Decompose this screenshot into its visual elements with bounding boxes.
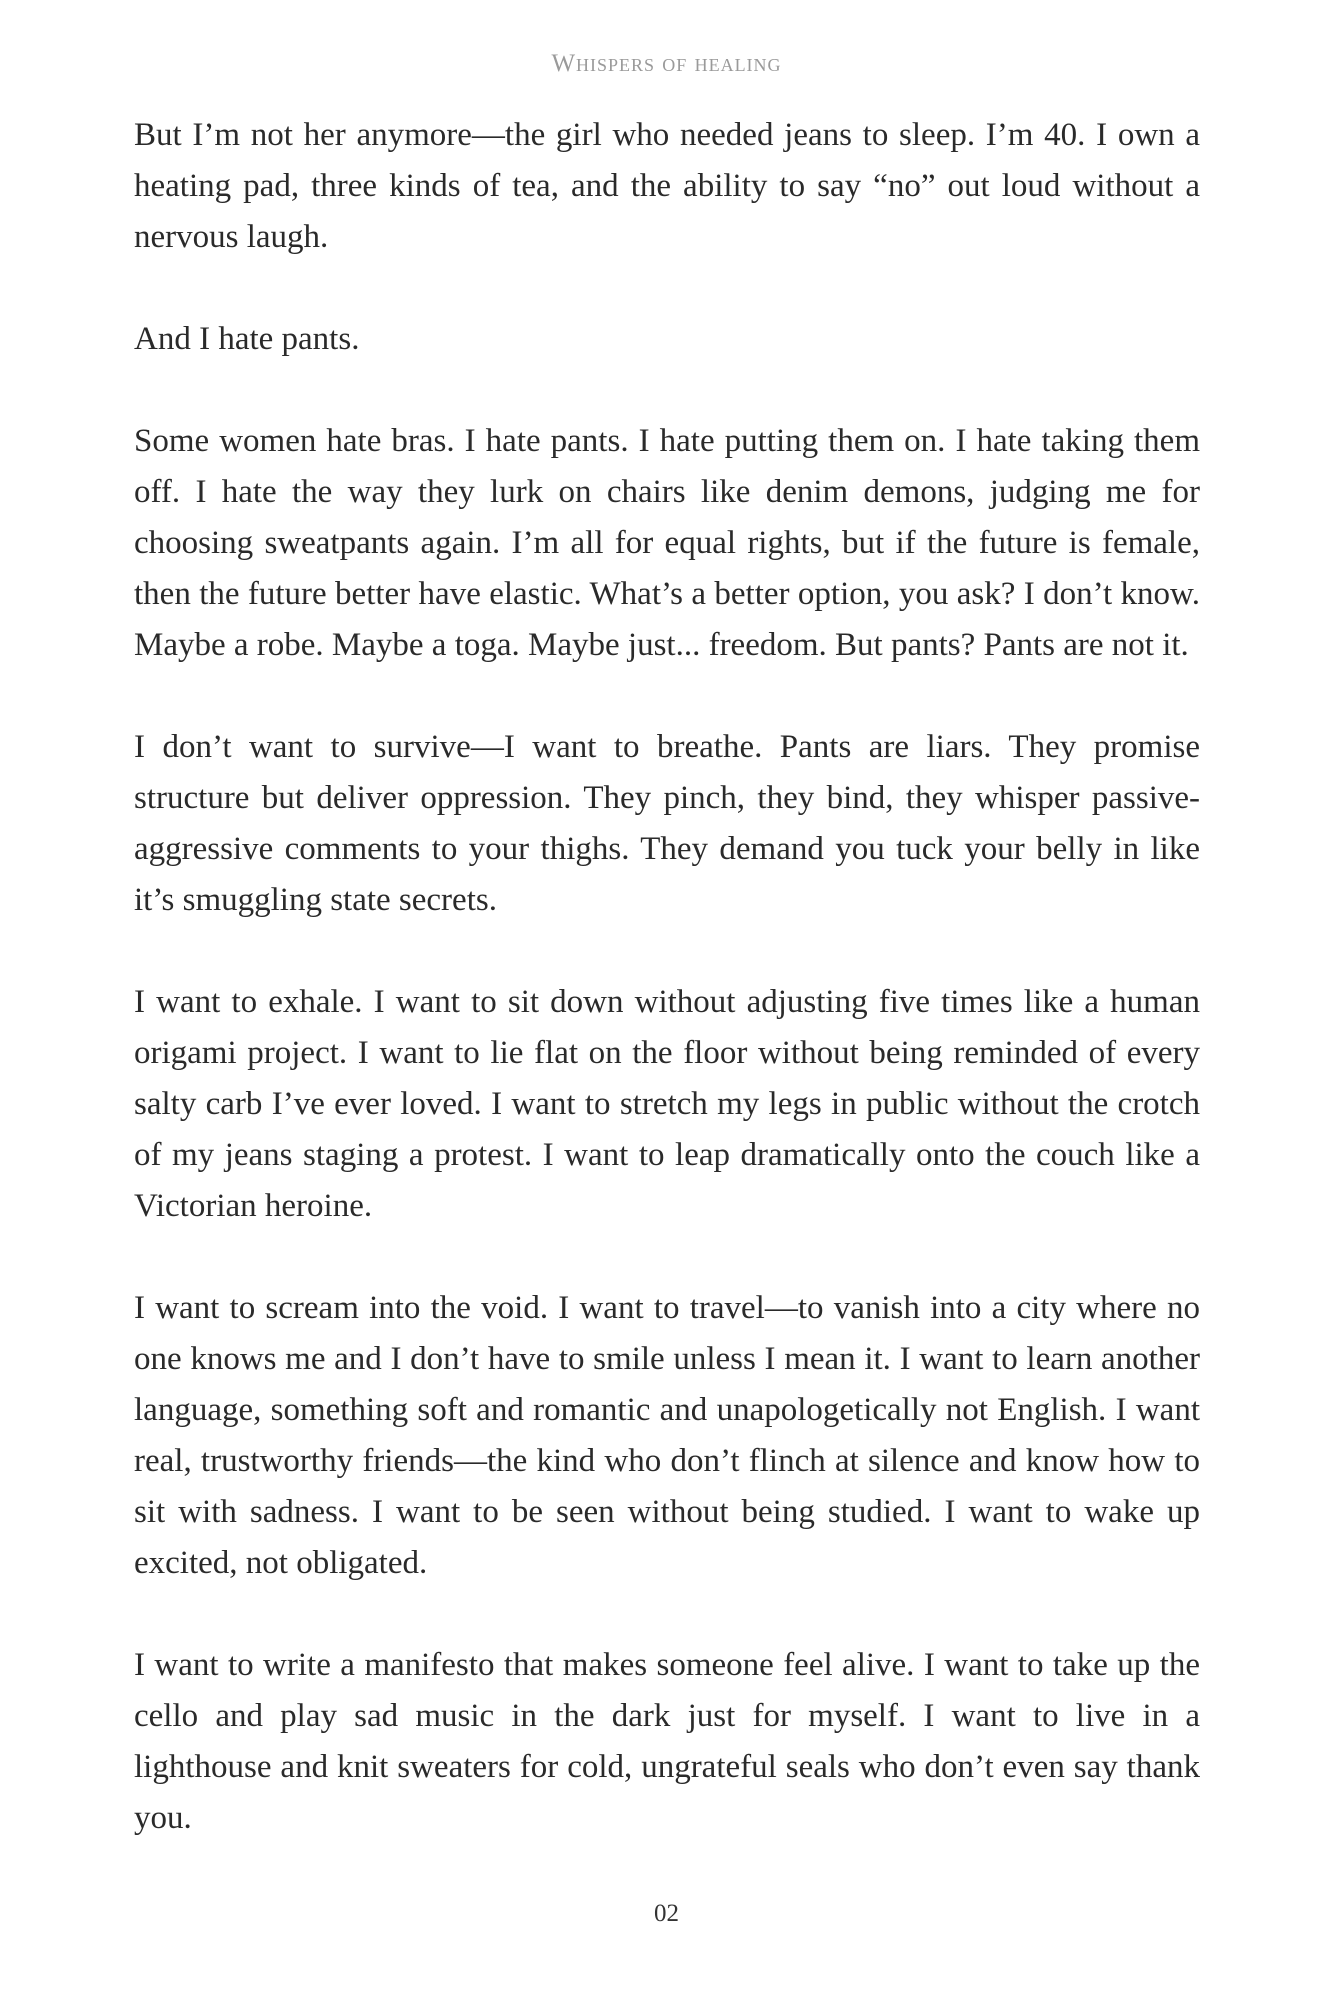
paragraph: And I hate pants. [134, 321, 360, 357]
body-text [134, 110, 1200, 1844]
paragraph: I want to write a manifesto that makes someone feel alive. I want to take up the cello and play sad music in the dark just for myself. I want to live in a lighthouse and knit sweaters for cold, ungrateful seals who don’t even say thank you. [134, 1647, 1200, 1836]
paragraph: But I’m not her anymore—the girl who needed jeans to sleep. I’m 40. I own a heating pad, three kinds of tea, and the ability to say “no” out loud without a nervous laugh. [134, 117, 1200, 255]
running-header-title: Whispers of healing [551, 50, 782, 77]
paragraph: Some women hate bras. I hate pants. I hate putting them on. I hate taking them off. I hate the way they lurk on chairs like denim demons, judging me for choosing sweatpants again. I’m all for equal rights, but if the future is female, then the future better have elastic. What’s a better option, you ask? I don’t know. Maybe a robe. Maybe a toga. Maybe just... freedom. But pants? Pants are not it. [134, 423, 1200, 663]
paragraph: I want to scream into the void. I want to travel—to vanish into a city where no one knows me and I don’t have to smile unless I mean it. I want to learn another language, something soft and romantic and unapologetically not English. I want real, trustworthy friends—the kind who don’t flinch at silence and know how to sit with sadness. I want to be seen without being studied. I want to wake up excited, not obligated. [134, 1290, 1200, 1581]
paragraph: I don’t want to survive—I want to breathe. Pants are liars. They promise structure but deliver oppression. They pinch, they bind, they whisper passive-aggressive comments to your thighs. They demand you tuck your belly in like it’s smuggling state secrets. [134, 729, 1200, 918]
page-number: 02 [654, 1900, 679, 1927]
paragraph: I want to exhale. I want to sit down without adjusting five times like a human origami project. I want to lie flat on the floor without being reminded of every salty carb I’ve ever loved. I want to stretch my legs in public without the crotch of my jeans staging a protest. I want to leap dramatically onto the couch like a Victorian heroine. [134, 984, 1200, 1224]
